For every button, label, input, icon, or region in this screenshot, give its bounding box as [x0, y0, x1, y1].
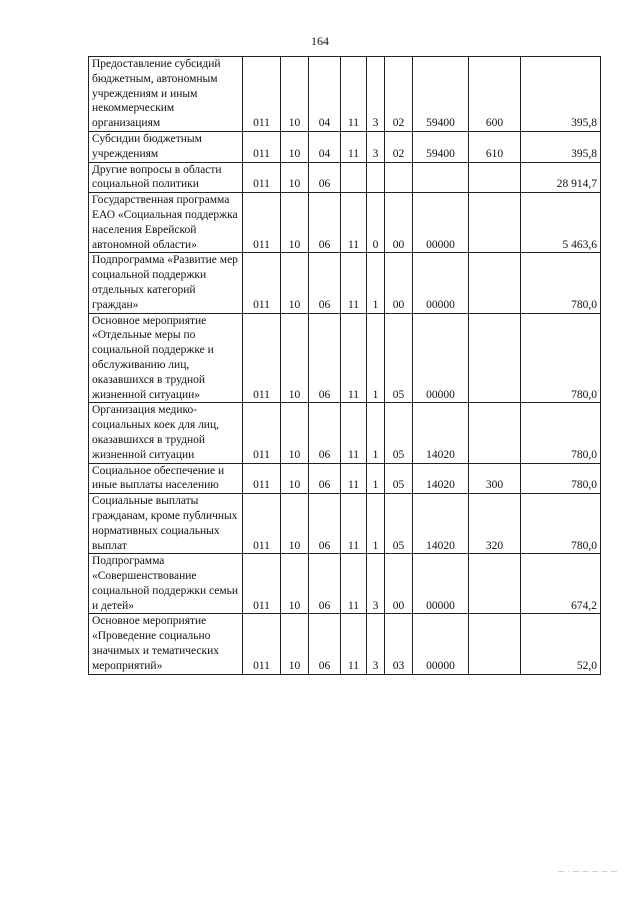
cell-expense-type: [469, 554, 521, 614]
cell-ministry: 011: [243, 313, 281, 403]
cell-subprogram: 1: [367, 494, 385, 554]
cell-section: 10: [281, 554, 309, 614]
cell-program: 11: [341, 554, 367, 614]
cell-expense-type: [469, 614, 521, 674]
cell-expense-type: 320: [469, 494, 521, 554]
cell-subsection: 06: [309, 614, 341, 674]
cell-section: 10: [281, 403, 309, 463]
cell-subsection: 04: [309, 57, 341, 132]
cell-name: Организация медико-социальных коек для лиц, оказавшихся в трудной жизненной ситуации: [89, 403, 243, 463]
cell-ministry: 011: [243, 494, 281, 554]
cell-subprogram: 1: [367, 463, 385, 494]
cell-activity: 05: [385, 494, 413, 554]
cell-expense-type: 600: [469, 57, 521, 132]
cell-direction: 00000: [413, 313, 469, 403]
cell-activity: 02: [385, 57, 413, 132]
cell-name: Социальные выплаты гражданам, кроме публичных нормативных социальных выплат: [89, 494, 243, 554]
cell-subprogram: 0: [367, 193, 385, 253]
cell-program: 11: [341, 313, 367, 403]
cell-expense-type: 610: [469, 131, 521, 162]
cell-subsection: 06: [309, 313, 341, 403]
cell-subsection: 04: [309, 131, 341, 162]
cell-ministry: 011: [243, 253, 281, 313]
cell-program: [341, 162, 367, 193]
cell-subprogram: 1: [367, 253, 385, 313]
cell-program: 11: [341, 193, 367, 253]
table-body: [89, 57, 601, 675]
cell-subprogram: [367, 162, 385, 193]
table-row: [89, 131, 601, 162]
table-row: [89, 57, 601, 132]
cell-amount: 780,0: [521, 253, 601, 313]
cell-activity: 05: [385, 313, 413, 403]
cell-subprogram: 1: [367, 403, 385, 463]
cell-section: 10: [281, 463, 309, 494]
cell-name: Основное мероприятие «Отдельные меры по социальной поддержке и обслуживанию лиц, оказавшихся в трудной жизненной ситуации»: [89, 313, 243, 403]
cell-activity: 03: [385, 614, 413, 674]
cell-subprogram: 3: [367, 554, 385, 614]
cell-direction: 14020: [413, 403, 469, 463]
cell-ministry: 011: [243, 162, 281, 193]
cell-ministry: 011: [243, 614, 281, 674]
cell-activity: [385, 162, 413, 193]
cell-subsection: 06: [309, 494, 341, 554]
cell-program: 11: [341, 463, 367, 494]
cell-direction: 14020: [413, 463, 469, 494]
cell-subprogram: 3: [367, 57, 385, 132]
cell-direction: [413, 162, 469, 193]
cell-expense-type: [469, 193, 521, 253]
cell-subprogram: 1: [367, 313, 385, 403]
cell-name: Другие вопросы в области социальной политики: [89, 162, 243, 193]
cell-name: Подпрограмма «Совершенствование социальной поддержки семьи и детей»: [89, 554, 243, 614]
cell-ministry: 011: [243, 403, 281, 463]
cell-program: 11: [341, 57, 367, 132]
cell-subsection: 06: [309, 253, 341, 313]
cell-direction: 00000: [413, 193, 469, 253]
cell-program: 11: [341, 253, 367, 313]
cell-ministry: 011: [243, 554, 281, 614]
cell-subsection: 06: [309, 463, 341, 494]
cell-direction: 00000: [413, 614, 469, 674]
cell-activity: 00: [385, 193, 413, 253]
cell-amount: 780,0: [521, 313, 601, 403]
cell-section: 10: [281, 131, 309, 162]
cell-activity: 02: [385, 131, 413, 162]
cell-direction: 59400: [413, 57, 469, 132]
table-row: [89, 313, 601, 403]
cell-section: 10: [281, 494, 309, 554]
cell-amount: 674,2: [521, 554, 601, 614]
cell-name: Основное мероприятие «Проведение социально значимых и тематических мероприятий»: [89, 614, 243, 674]
cell-subprogram: 3: [367, 131, 385, 162]
cell-activity: 05: [385, 463, 413, 494]
cell-expense-type: [469, 403, 521, 463]
cell-subsection: 06: [309, 403, 341, 463]
cell-activity: 05: [385, 403, 413, 463]
cell-amount: 52,0: [521, 614, 601, 674]
cell-section: 10: [281, 614, 309, 674]
cell-subsection: 06: [309, 193, 341, 253]
cell-subsection: 06: [309, 554, 341, 614]
cell-ministry: 011: [243, 131, 281, 162]
cell-ministry: 011: [243, 463, 281, 494]
cell-name: Подпрограмма «Развитие мер социальной поддержки отдельных категорий граждан»: [89, 253, 243, 313]
cell-program: 11: [341, 614, 367, 674]
cell-section: 10: [281, 193, 309, 253]
cell-amount: 395,8: [521, 131, 601, 162]
cell-amount: 780,0: [521, 403, 601, 463]
cell-subsection: 06: [309, 162, 341, 193]
table-row: [89, 463, 601, 494]
table-row: [89, 403, 601, 463]
table-row: [89, 614, 601, 674]
cell-amount: 395,8: [521, 57, 601, 132]
table-row: [89, 253, 601, 313]
cell-ministry: 011: [243, 57, 281, 132]
cell-subprogram: 3: [367, 614, 385, 674]
cell-expense-type: [469, 253, 521, 313]
cell-expense-type: 300: [469, 463, 521, 494]
cell-activity: 00: [385, 554, 413, 614]
cell-direction: 00000: [413, 554, 469, 614]
table-row: [89, 162, 601, 193]
table-row: [89, 494, 601, 554]
cell-amount: 5 463,6: [521, 193, 601, 253]
cell-section: 10: [281, 313, 309, 403]
cell-direction: 59400: [413, 131, 469, 162]
cell-section: 10: [281, 253, 309, 313]
cell-amount: 780,0: [521, 463, 601, 494]
budget-table: [88, 56, 601, 675]
cell-section: 10: [281, 57, 309, 132]
page-number: 164: [311, 34, 329, 48]
cell-direction: 14020: [413, 494, 469, 554]
table-row: [89, 554, 601, 614]
table-row: [89, 193, 601, 253]
cell-activity: 00: [385, 253, 413, 313]
cell-name: Предоставление субсидий бюджетным, автономным учреждениям и иным некоммерческим организациям: [89, 57, 243, 132]
cell-ministry: 011: [243, 193, 281, 253]
cell-program: 11: [341, 494, 367, 554]
cell-amount: 780,0: [521, 494, 601, 554]
cell-name: Государственная программа ЕАО «Социальная поддержка населения Еврейской автономной области»: [89, 193, 243, 253]
cell-amount: 28 914,7: [521, 162, 601, 193]
cell-name: Субсидии бюджетным учреждениям: [89, 131, 243, 162]
cell-expense-type: [469, 162, 521, 193]
page-corner-mark: — · — — — — —: [558, 869, 618, 875]
cell-expense-type: [469, 313, 521, 403]
cell-section: 10: [281, 162, 309, 193]
cell-name: Социальное обеспечение и иные выплаты населению: [89, 463, 243, 494]
cell-program: 11: [341, 403, 367, 463]
cell-direction: 00000: [413, 253, 469, 313]
cell-program: 11: [341, 131, 367, 162]
